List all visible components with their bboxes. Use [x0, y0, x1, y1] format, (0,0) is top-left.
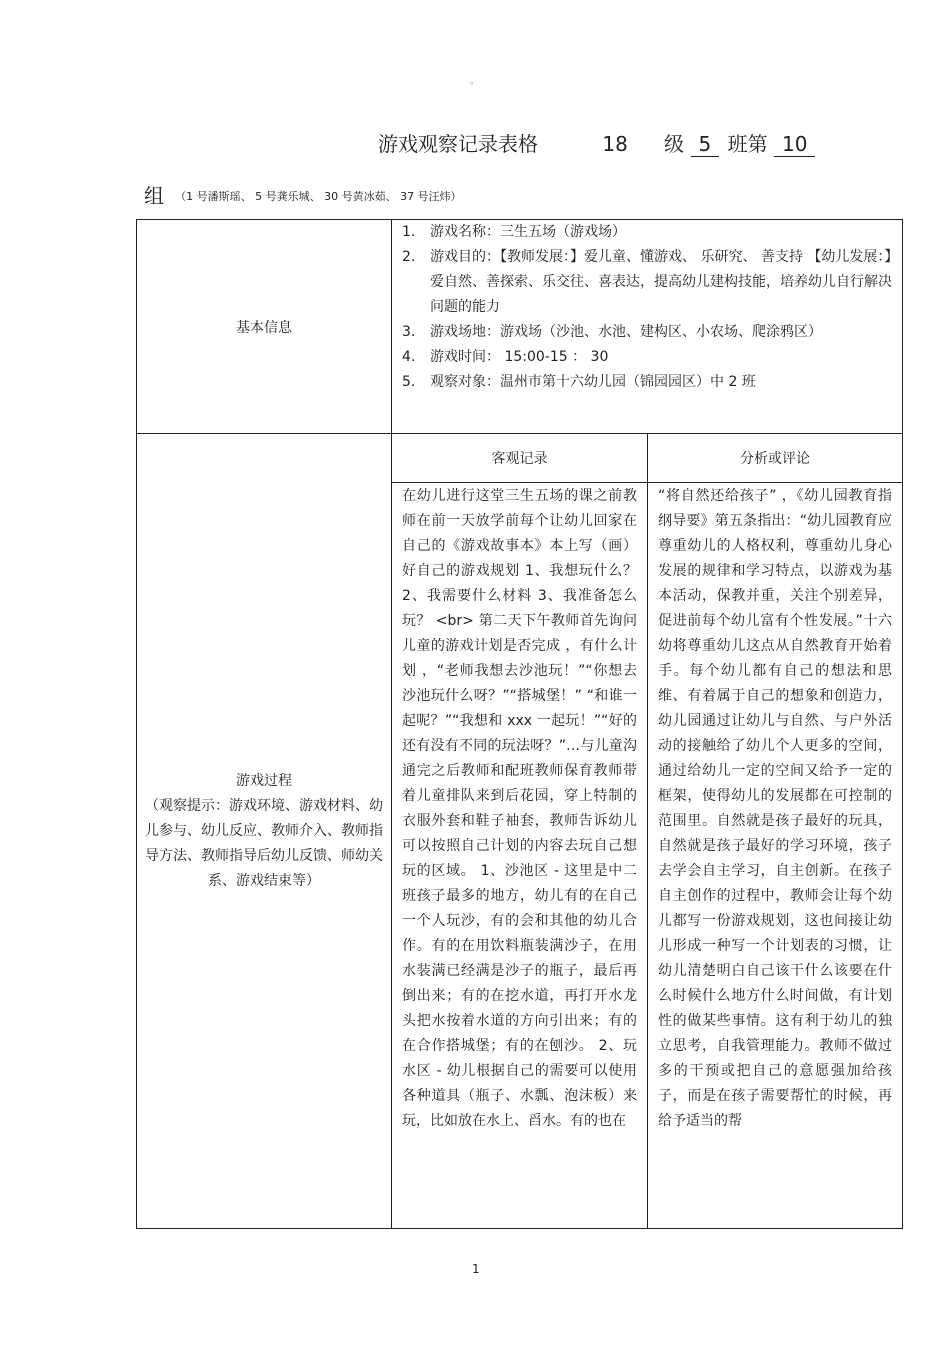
header-dot: 。: [470, 76, 480, 87]
class-number: 5: [691, 132, 720, 157]
analysis-header: 分析或评论: [740, 451, 810, 467]
process-label-cell: [137, 434, 392, 1229]
observation-table: [136, 219, 903, 1229]
basic-info-label-cell: [137, 220, 392, 434]
grade-word: 级: [664, 132, 685, 156]
info-item-number: 3.: [402, 324, 416, 340]
objective-cell: [392, 483, 648, 1229]
info-item: [402, 370, 892, 395]
process-label-hint: （观察提示：游戏环境、游戏材料、幼儿参与、幼儿反应、教师介入、教师指导方法、教师指导后幼儿反馈、师幼关系、游戏结束等）: [145, 797, 383, 889]
process-content: [392, 434, 903, 1229]
basic-info-list: [392, 220, 902, 395]
group-line: [144, 180, 462, 209]
info-item-text: 游戏名称：三生五场（游戏场）: [430, 224, 626, 240]
info-item-text: 游戏场地：游戏场（沙池、水池、建构区、小农场、爬涂鸦区）: [430, 324, 822, 340]
basic-info-row: [137, 220, 903, 434]
objective-header: 客观记录: [491, 451, 548, 467]
group-number: 10: [774, 132, 815, 157]
analysis-cell: [648, 483, 903, 1229]
info-item-number: 1.: [402, 224, 416, 240]
info-item: [402, 320, 892, 345]
info-item-number: 5.: [402, 374, 416, 390]
process-inner-table: [392, 434, 902, 1228]
process-row: [137, 434, 903, 1229]
analysis-header-cell: [648, 434, 903, 483]
analysis-text: “将自然还给孩子” ，《幼儿园教育指纲导要》第五条指出：“幼儿园教育应尊重幼儿的人格权利，尊重幼儿身心发展的规律和学习特点，以游戏为基本活动，保教并重，关注个别差异，促进前每个幼儿富有个性发展。”十六幼将尊重幼儿这点从自然教育开始着手。每个幼儿都有自己的想法和思维、有着属于自己的想象和创造力，幼儿园通过让幼儿与自然、与户外活动的接触给了幼儿个人更多的空间，通过给幼儿一定的空间又给予一定的框架，使得幼儿的发展都在可控制的范围里。自然就是孩子最好的玩具，自然就是孩子最好的学习环境，孩子去学会自主学习，自主创新。在孩子自主创作的过程中，教师会让每个幼儿都写一份游戏规划，这也间接让幼儿形成一种写一个计划表的习惯，让幼儿清楚明白自己该干什么该要在什么时候什么地方什么时间做，有计划性的做某些事情。这有利于幼儿的独立思考，自我管理能力。教师不做过多的干预或把自己的意愿强加给孩子，而是在孩子需要帮忙的时候，再给予适当的帮: [658, 488, 892, 1129]
info-item-text: 游戏目的：【教师发展：】爱儿童、懂游戏、 乐研究、 善支持 【幼儿发展：】爱自然、善探索、乐交往、喜表达，提高幼儿建构技能，培养幼儿自行解决问题的能力: [430, 249, 892, 315]
basic-info-label: 基本信息: [236, 319, 292, 336]
info-item: [402, 220, 892, 245]
objective-text: 在幼儿进行这堂三生五场的课之前教师在前一天放学前每个让幼儿回家在自己的《游戏故事本》本上写（画）好自己的游戏规划 1、我想玩什么？ 2、我需要什么材料 3、我准备怎么玩？ <br> 第二天下午教师首先询问儿童的游戏计划是否完成 ，有什么计划 ，“老师我想去沙池玩！”“你想去沙池玩什么呀？”“搭城堡！” “和谁一起呢？”“我想和 xxx 一起玩！”“好的还有没有不同的玩法呀？”…与儿童沟通完之后教师和配班教师保育教师带着儿童排队来到后花园，穿上特制的衣服外套和鞋子袖套，教师告诉幼儿可以按照自己计划的内容去玩自己想玩的区域。 1、沙池区 - 这里是中二班孩子最多的地方，幼儿有的在自己一个人玩沙，有的会和其他的幼儿合作。有的在用饮料瓶装满沙子，在用水装满已经满是沙子的瓶子，最后再倒出来；有的在挖水道，再打开水龙头把水按着水道的方向引出来；有的在合作搭城堡；有的在刨沙。 2、玩水区 - 幼儿根据自己的需要可以使用各种道具（瓶子、水瓢、泡沫板）来玩，比如放在水上、舀水。有的也在: [402, 488, 637, 1129]
objective-header-cell: [392, 434, 648, 483]
info-item: [402, 345, 892, 370]
process-header-row: [392, 434, 902, 483]
process-label: [137, 769, 391, 894]
group-members: （1 号潘斯瑶、 5 号龚乐城、 30 号黄冰茹、 37 号汪炜）: [175, 190, 462, 203]
info-item-text: 游戏时间： 15:00-15 ： 30: [430, 349, 609, 365]
page-title: 游戏观察记录表格: [378, 132, 538, 156]
info-item-number: 2.: [402, 249, 416, 265]
grade-number: 18: [602, 132, 628, 156]
basic-info-content: [392, 220, 903, 434]
process-body-row: [392, 483, 902, 1229]
info-item-text: 观察对象：温州市第十六幼儿园（锦园园区）中 2 班: [430, 374, 756, 390]
info-item: [402, 245, 892, 320]
info-item-number: 4.: [402, 349, 416, 365]
title-line: [378, 128, 815, 157]
class-word: 班第: [727, 132, 768, 156]
page-number: 1: [472, 1262, 480, 1276]
process-label-title: 游戏过程: [236, 772, 292, 789]
group-word: 组: [144, 184, 164, 208]
